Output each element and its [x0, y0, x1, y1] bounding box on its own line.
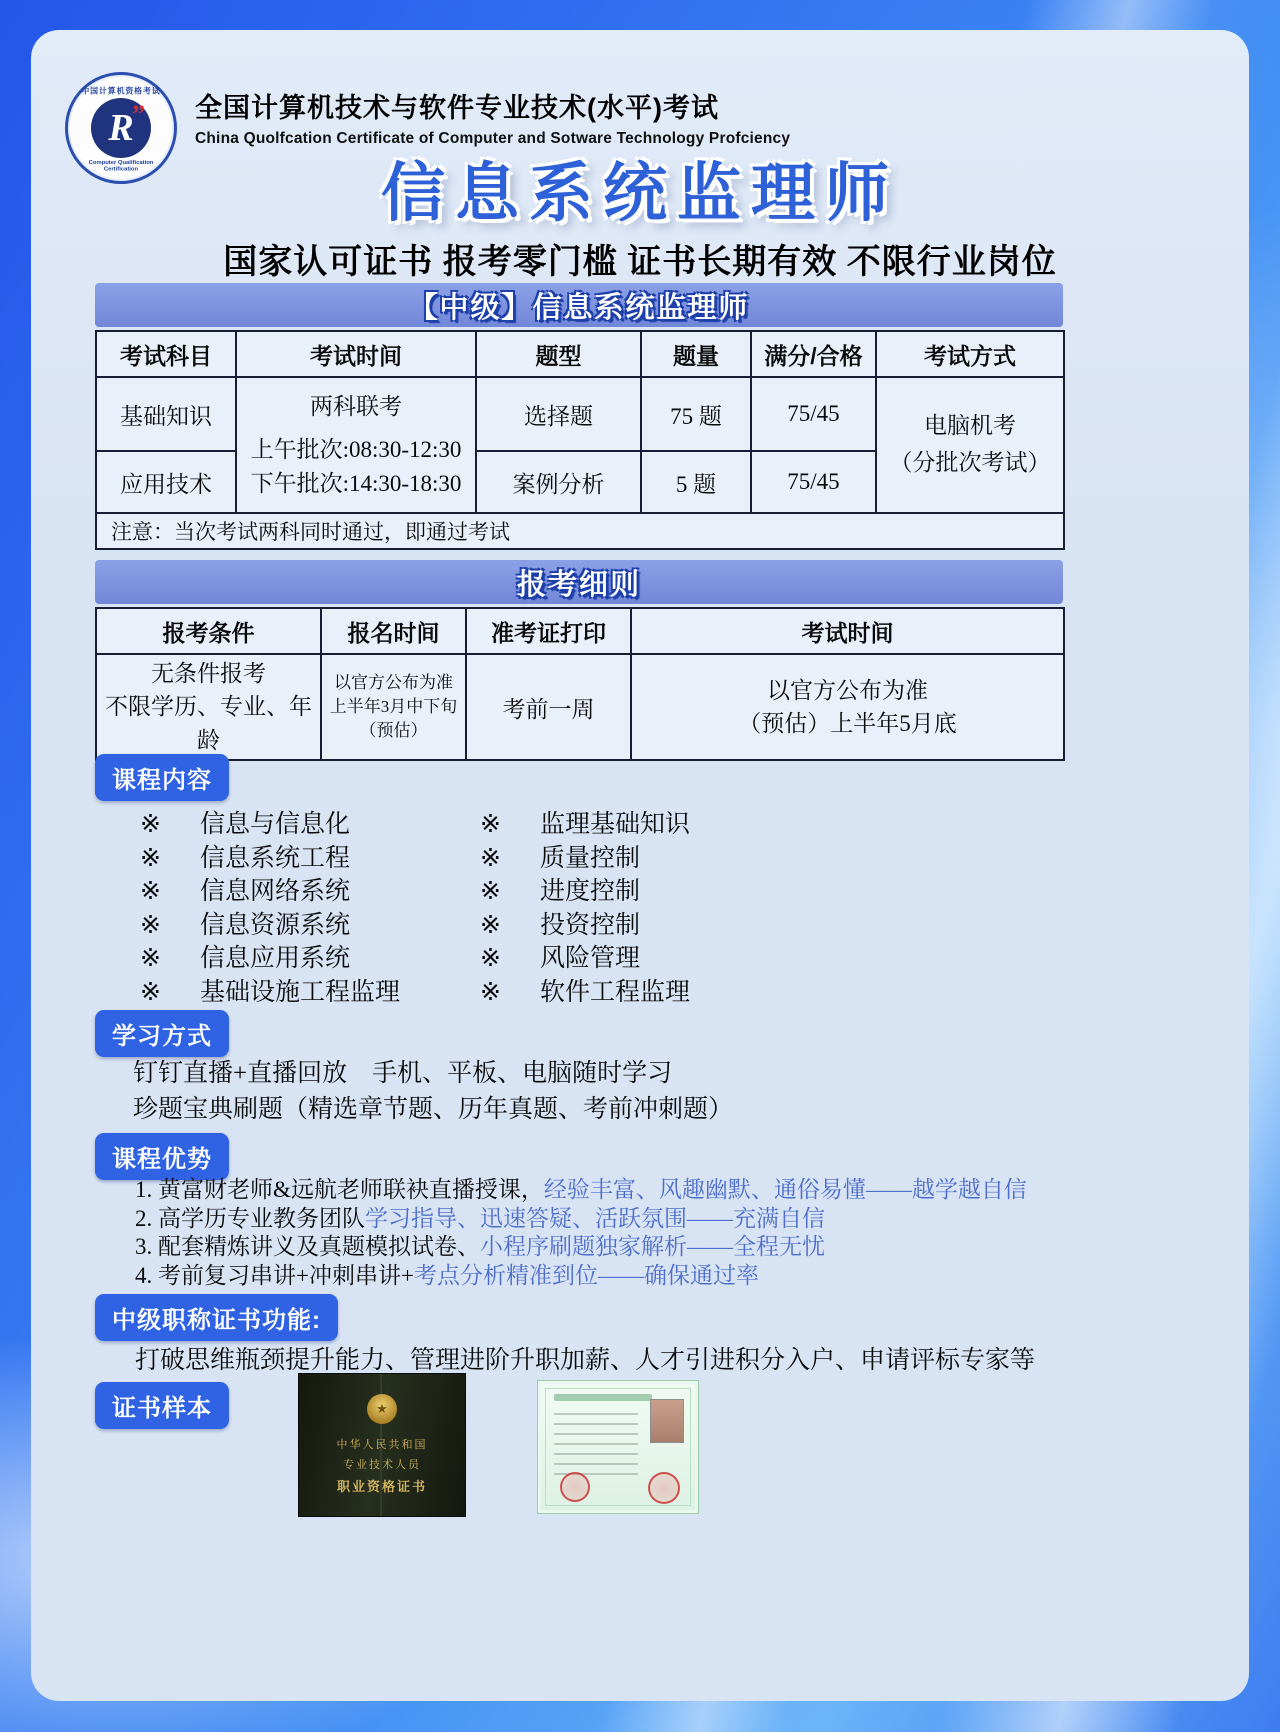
bullet-icon: ※: [140, 811, 161, 838]
section-label-course-content: 课程内容: [95, 754, 229, 801]
course-advantages-list: [95, 1176, 1027, 1290]
advantage-item: [135, 1262, 1027, 1291]
rules-table: [95, 607, 1065, 761]
rules-table-block: [95, 560, 1063, 761]
score-basic: 75/45: [751, 377, 876, 451]
advantage-black-text: 2. 高学历专业教务团队: [135, 1205, 365, 1231]
certificate-text-lines: [554, 1413, 638, 1475]
logo-letter: R ”: [91, 98, 151, 158]
time-line: 下午批次:14:30-18:30: [250, 470, 462, 496]
count-basic: 75 题: [641, 377, 751, 451]
course-content-list: [95, 808, 1095, 1009]
cert-function-text: 打破思维瓶颈提升能力、管理进阶升职加薪、人才引进积分入户、申请评标专家等: [135, 1347, 1036, 1374]
cover-text-line: 职业资格证书: [336, 1479, 427, 1494]
list-item-label: 软件工程监理: [540, 978, 691, 1006]
advantage-item: [135, 1233, 1027, 1262]
course-content-right-column: [480, 808, 690, 1009]
list-item: [140, 842, 480, 876]
advantage-item: [135, 1205, 1027, 1234]
list-item: [140, 976, 480, 1010]
bullet-icon: ※: [480, 811, 501, 838]
signup-line: （预估）: [359, 720, 428, 740]
list-item: [480, 976, 690, 1010]
subject-basic: 基础知识: [96, 377, 236, 451]
bullet-icon: ※: [140, 945, 161, 972]
logo-ring-top-text: 中国计算机资格考试: [81, 86, 161, 96]
bullet-icon: ※: [480, 844, 501, 872]
list-item-label: 进度控制: [540, 878, 641, 905]
exam-table: [95, 330, 1065, 550]
advantage-blue-text: 小程序刷题独家解析——全程无忧: [480, 1234, 825, 1259]
list-item-label: 信息应用系统: [200, 945, 351, 972]
section-label-cert-sample: 证书样本: [95, 1382, 229, 1429]
poster-tagline: 国家认可证书 报考零门槛 证书长期有效 不限行业岗位: [223, 244, 1057, 281]
list-item-label: 信息系统工程: [200, 844, 351, 872]
list-item-label: 信息资源系统: [200, 911, 351, 939]
list-item-label: 风险管理: [540, 945, 641, 972]
advantage-black-text: 4. 考前复习串讲+冲刺串讲+: [135, 1262, 414, 1288]
rules-table-band: 报考细则: [95, 560, 1063, 604]
logo-ring-bottom-text: Computer Qualification Certification: [88, 159, 154, 173]
col-header-count: 题量: [641, 331, 751, 377]
signup-line: 以官方公布为准: [334, 673, 453, 693]
advantage-black-text: 1. 黄富财老师&远航老师联袂直播授课，: [135, 1177, 544, 1202]
exam-table-header-row: [96, 331, 1064, 377]
rules-table-header-row: [96, 608, 1064, 654]
advantage-item: [135, 1176, 1027, 1205]
bullet-icon: ※: [140, 911, 161, 939]
cover-text-line: 中华人民共和国: [336, 1439, 428, 1451]
list-item-label: 基础设施工程监理: [200, 978, 401, 1006]
rules-table-data-row: [96, 654, 1064, 760]
exam-table-row-basic: [96, 377, 1064, 451]
list-item: [480, 942, 690, 976]
list-item: [140, 909, 480, 943]
list-item-label: 信息网络系统: [200, 878, 351, 905]
section-label-cert-function: 中级职称证书功能:: [95, 1294, 338, 1341]
list-item: [140, 808, 480, 842]
list-item: [480, 808, 690, 842]
bullet-icon: ※: [480, 911, 501, 939]
method-line: 电脑机考: [924, 413, 1016, 439]
col-header-ticket: 准考证打印: [466, 608, 631, 654]
col-header-condition: 报考条件: [96, 608, 321, 654]
signup-time-cell: [321, 654, 466, 760]
bullet-icon: ※: [480, 878, 501, 905]
advantage-blue-text: 考点分析精准到位——确保通过率: [413, 1262, 759, 1288]
certificate-cover-image: [299, 1374, 465, 1516]
subject-applied: 应用技术: [96, 451, 236, 513]
cover-text-line: 专业技术人员: [343, 1459, 421, 1471]
time-line: 两科联考: [310, 393, 402, 419]
exam-note-row: [96, 513, 1064, 549]
condition-cell: [96, 654, 321, 760]
list-item-label: 投资控制: [540, 911, 641, 939]
certificate-photo: [650, 1399, 684, 1443]
col-header-score: 满分/合格: [751, 331, 876, 377]
section-label-study-method: 学习方式: [95, 1010, 229, 1057]
list-item: [140, 942, 480, 976]
signup-line: 上半年3月中下旬: [329, 697, 458, 717]
type-basic: 选择题: [476, 377, 641, 451]
advantage-blue-text: 经验丰富、风趣幽默、通俗易懂——越学越自信: [543, 1177, 1027, 1202]
study-line: 珍题宝典刷题（精选章节题、历年真题、考前冲刺题）: [133, 1096, 734, 1123]
section-label-course-advantages: 课程优势: [95, 1133, 229, 1180]
time-line: 上午批次:08:30-12:30: [250, 437, 462, 463]
col-header-signup: 报名时间: [321, 608, 466, 654]
study-method-text: [95, 1056, 733, 1128]
red-stamp-icon: [648, 1472, 680, 1504]
poster-main-title: 信息系统监理师: [381, 157, 899, 229]
col-header-subject: 考试科目: [96, 331, 236, 377]
bullet-icon: ※: [140, 878, 161, 905]
list-item: [480, 875, 690, 909]
bullet-icon: ※: [140, 978, 161, 1006]
advantage-blue-text: 学习指导、迅速答疑、活跃氛围——充满自信: [365, 1205, 825, 1231]
exam-method-cell: [876, 377, 1064, 513]
bullet-icon: ※: [480, 945, 501, 972]
col-header-method: 考试方式: [876, 331, 1064, 377]
exam-time-cell: [236, 377, 476, 513]
exam-table-block: [95, 283, 1063, 550]
count-applied: 5 题: [641, 451, 751, 513]
exam-note: 注意：当次考试两科同时通过，即通过考试: [96, 513, 1064, 549]
list-item-label: 信息与信息化: [200, 811, 351, 838]
list-item: [480, 842, 690, 876]
poster-card: [31, 30, 1249, 1701]
header-titles: [195, 72, 790, 148]
bullet-icon: ※: [480, 978, 501, 1006]
exam-time-cell2: [631, 654, 1064, 760]
course-content-left-column: [140, 808, 480, 1009]
advantage-black-text: 3. 配套精炼讲义及真题模拟试卷、: [135, 1234, 480, 1259]
certificate-title-bar: [554, 1394, 652, 1401]
score-applied: 75/45: [751, 451, 876, 513]
method-line: （分批次考试）: [889, 450, 1051, 475]
condition-line: 不限学历、专业、年龄: [105, 694, 312, 753]
study-line: 钉钉直播+直播回放 手机、平板、电脑随时学习: [133, 1060, 673, 1087]
examtime-line: （预估）上半年5月底: [738, 711, 957, 737]
list-item-label: 监理基础知识: [540, 811, 691, 838]
examtime-line: 以官方公布为准: [767, 677, 928, 703]
certificate-inner-page-image: [537, 1380, 699, 1514]
list-item: [480, 909, 690, 943]
condition-line: 无条件报考: [151, 661, 266, 686]
exam-title: 全国计算机技术与软件专业技术(水平)考试: [195, 93, 719, 123]
red-stamp-icon: [560, 1472, 590, 1502]
ticket-print-cell: 考前一周: [466, 654, 631, 760]
col-header-time: 考试时间: [236, 331, 476, 377]
type-applied: 案例分析: [476, 451, 641, 513]
col-header-type: 题型: [476, 331, 641, 377]
national-emblem-icon: ★: [367, 1394, 397, 1424]
list-item-label: 质量控制: [540, 844, 641, 872]
list-item: [140, 875, 480, 909]
bullet-icon: ※: [140, 844, 161, 872]
exam-table-band: 【中级】信息系统监理师: [95, 283, 1063, 327]
exam-title-english: China Quolfcation Certificate of Computer and Sotware Technology Profciency: [195, 130, 791, 147]
col-header-examtime: 考试时间: [631, 608, 1064, 654]
